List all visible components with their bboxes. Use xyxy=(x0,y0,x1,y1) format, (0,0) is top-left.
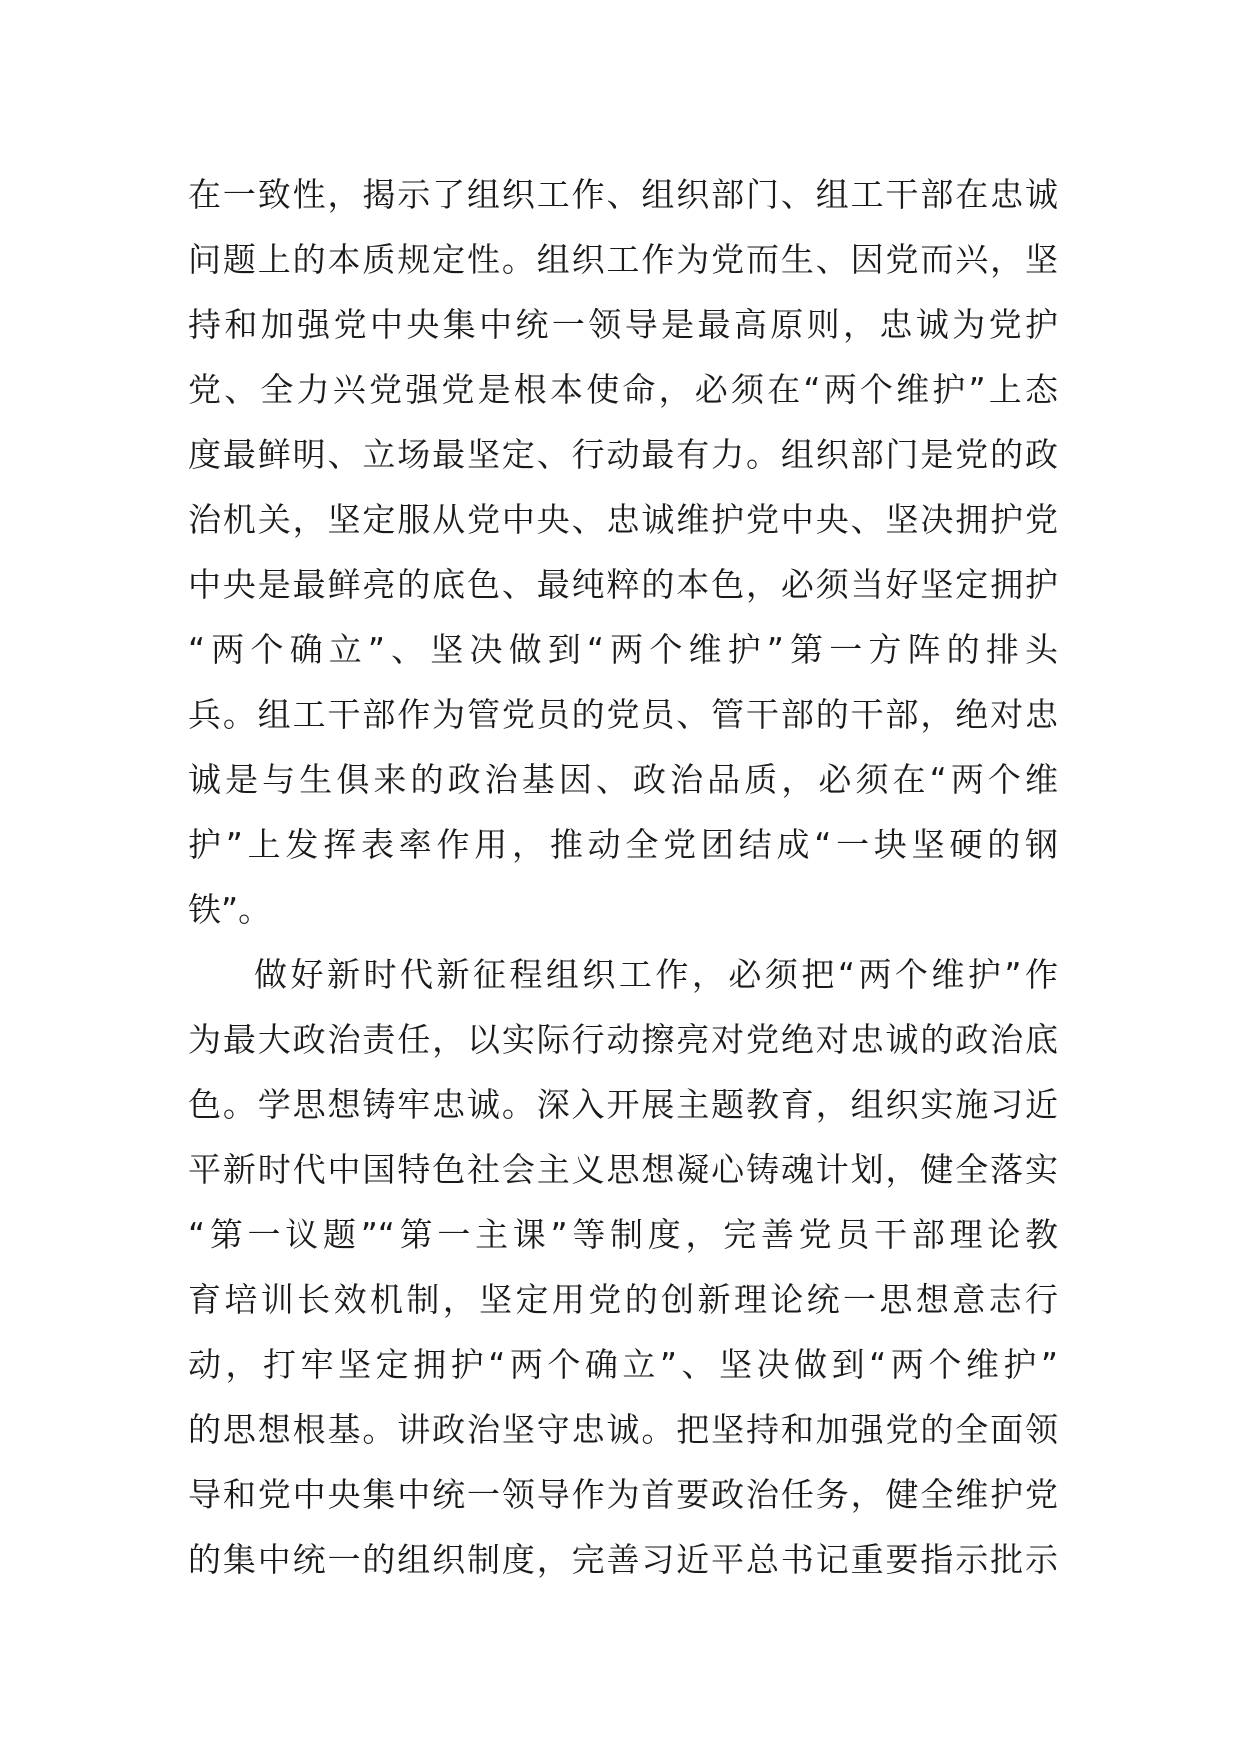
paragraph-1-line-5: 度最鲜明、立场最坚定、行动最有力。组织部门是党的政 xyxy=(188,435,1058,474)
paragraph-2-line-5: “第一议题”“第一主课”等制度，完善党员干部理论教 xyxy=(188,1215,1058,1254)
paragraph-2-line-1: 做好新时代新征程组织工作，必须把“两个维护”作 xyxy=(254,955,1058,994)
paragraph-1-line-8: “两个确立”、坚决做到“两个维护”第一方阵的排头 xyxy=(188,630,1058,669)
paragraph-1-line-2: 问题上的本质规定性。组织工作为党而生、因党而兴，坚 xyxy=(188,240,1058,279)
paragraph-1-line-12: 铁”。 xyxy=(188,890,272,929)
paragraph-1-line-1: 在一致性，揭示了组织工作、组织部门、组工干部在忠诚 xyxy=(188,175,1058,214)
paragraph-1-line-6: 治机关，坚定服从党中央、忠诚维护党中央、坚决拥护党 xyxy=(188,500,1058,539)
paragraph-1-line-3: 持和加强党中央集中统一领导是最高原则，忠诚为党护 xyxy=(188,305,1058,344)
paragraph-2-line-7: 动，打牢坚定拥护“两个确立”、坚决做到“两个维护” xyxy=(188,1345,1058,1384)
paragraph-1-line-7: 中央是最鲜亮的底色、最纯粹的本色，必须当好坚定拥护 xyxy=(188,565,1058,604)
paragraph-2-line-10: 的集中统一的组织制度，完善习近平总书记重要指示批示 xyxy=(188,1540,1058,1579)
paragraph-2-line-6: 育培训长效机制，坚定用党的创新理论统一思想意志行 xyxy=(188,1280,1058,1319)
paragraph-1-line-4: 党、全力兴党强党是根本使命，必须在“两个维护”上态 xyxy=(188,370,1058,409)
paragraph-2-line-9: 导和党中央集中统一领导作为首要政治任务，健全维护党 xyxy=(188,1475,1058,1514)
paragraph-1-line-10: 诚是与生俱来的政治基因、政治品质，必须在“两个维 xyxy=(188,760,1058,799)
paragraph-1-line-9: 兵。组工干部作为管党员的党员、管干部的干部，绝对忠 xyxy=(188,695,1058,734)
paragraph-2-line-8: 的思想根基。讲政治坚守忠诚。把坚持和加强党的全面领 xyxy=(188,1410,1058,1449)
paragraph-2-line-3: 色。学思想铸牢忠诚。深入开展主题教育，组织实施习近 xyxy=(188,1085,1058,1124)
paragraph-1-line-11: 护”上发挥表率作用，推动全党团结成“一块坚硬的钢 xyxy=(188,825,1058,864)
body-text xyxy=(188,162,1058,1592)
paragraph-2-line-2: 为最大政治责任，以实际行动擦亮对党绝对忠诚的政治底 xyxy=(188,1020,1058,1059)
paragraph-2-line-4: 平新时代中国特色社会主义思想凝心铸魂计划，健全落实 xyxy=(188,1150,1058,1189)
